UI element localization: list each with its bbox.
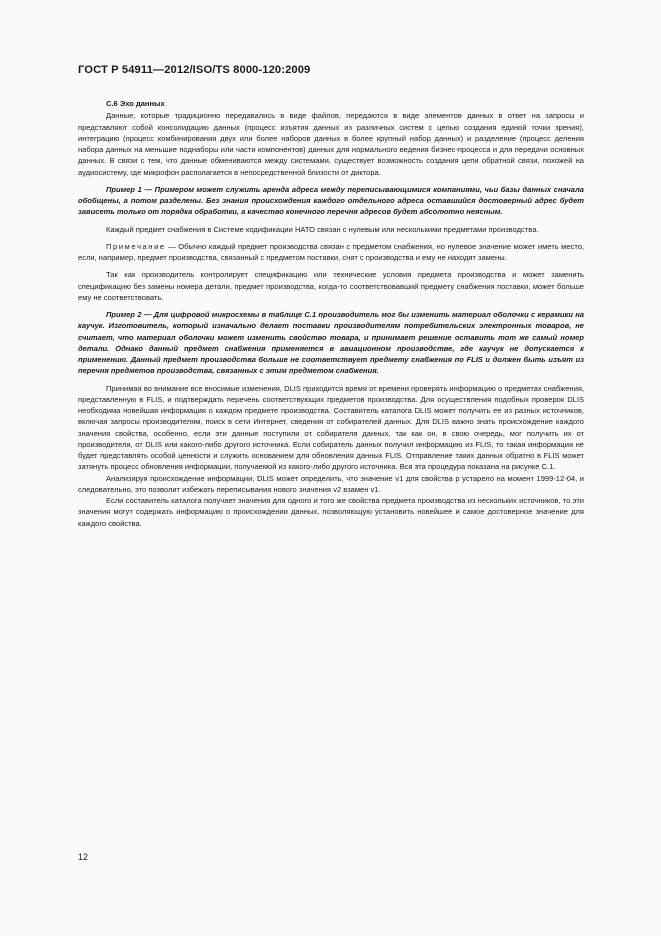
note: [78, 241, 584, 264]
paragraph-provenance-analysis: Анализируя происхождение информации, DLIS может определить, что значение v1 для свойства p устарело на момент 1999-12-04, и следовательно, это позволит избежать переписывания нового значения v2 взамен v1.: [78, 473, 584, 494]
paragraph-nato-supply-item: Каждый предмет снабжения в Системе кодификации НАТО связан с нулевым или несколькими предметами производства.: [106, 224, 539, 234]
section-title: C.6 Эхо данных: [106, 99, 165, 108]
paragraph-data-echo-intro: Данные, которые традиционно передавались в виде файлов, передаются в виде элементов данных в ответ на запросы и представляют собой консолидацию данных (процесс изъятия данных из различных систем с целью создания единой точки зрения), интеграцию (процесс комбинирования двух или более наборов данных в более крупный набор данных) и разделение (процесс деления набора данных на меньшие поднаборы или части компонентов) данных для нормального ведения бизнес-процесса и для передачи основных данных. В связи с тем, что данные обмениваются между системами, существует возможность создания цепи обратной связи, похожей на аудиосистему, где микрофон располагается в непосредственной близости от диктора.: [78, 111, 584, 177]
paragraph-dlis-verification: Принимая во внимание все вносимые изменения, DLIS приходится время от времени проверять информацию о предметах снабжения, представленную в FLIS, и подтверждать перечень соответствующих предметов производства. Для осуществления подобных проверок DLIS необходима новейшая информация о каждом предмете производства. Составитель каталога DLIS может получить ее из разных источников, включая запросы производителям, поиск в сети Интернет, сведения от собирателей данных. Для DLIS важно знать происхождение каждого значения свойства, особенно, если эти данные поступили от собирателя данных, так как он, в свою очередь, мог получить их от производителя, от DLIS или какого-либо другого источника. Если собиратель данных получил информацию из FLIS, то такая информация не будет представлять особой ценности и служить основанием для обновления данных FLIS. Отправление таких данных обратно в FLIS может затянуть процесс обновления информации, получаемой из какого-либо другого источника. Вся эта процедура показана на рисунке C.1.: [78, 383, 584, 472]
document-body: [78, 98, 584, 529]
paragraph-multiple-sources: Если составитель каталога получает значения для одного и того же свойства предмета производства из нескольких источников, то эти значения могут содержать информацию о происхождении данных, позволяющую установить новейшее и самое достоверное значение для каждого свойства.: [78, 496, 584, 528]
note-label: Примечание: [106, 241, 166, 251]
document-header: ГОСТ Р 54911—2012/ISO/TS 8000-120:2009: [78, 64, 311, 76]
example-1: Пример 1 — Примером может служить аренда адреса между переписывающимися компаниями, чьи базы данных сначала обобщены, а потом разделены. Без знания происхождения каждого отдельного адреса оставшийся достоверный адрес будет зависеть только от порядка обработки, а качество конечного перечня адресов будет абсолютно неясным.: [78, 184, 584, 217]
page-number: 12: [78, 852, 89, 862]
paragraph-manufacturer-spec: Так как производитель контролирует спецификацию или технические условия предмета производства и может заменить спецификацию без замены номера детали, предмет производства, когда-то соответствовавший предмету снабжения поставки, может больше ему не соответствовать.: [78, 270, 584, 302]
example-2: Пример 2 — Для цифровой микросхемы в таблице C.1 производитель мог бы изменить материал оболочки с керамики на каучук. Изготовитель, который изначально делает поставки производителям потребительских электронных товаров, не считает, что материал оболочки может изменить свойство товара, и принимает решение оставить тот же самый номер детали. Однако данный предмет снабжения применяется в авиационном производстве, где каучук не допускается к применению. Данный предмет производства больше не соответствует предмету снабжения по FLIS и должен быть изъят из перечня предметов производства, связанных с этим предметом снабжения.: [78, 310, 584, 376]
note-text: — Обычно каждый предмет производства связан с предметом снабжения, но нулевое значение может иметь место, если, например, предмет производства, связанный с предметом поставки, снят с производства и ему не находят замены.: [78, 241, 584, 262]
